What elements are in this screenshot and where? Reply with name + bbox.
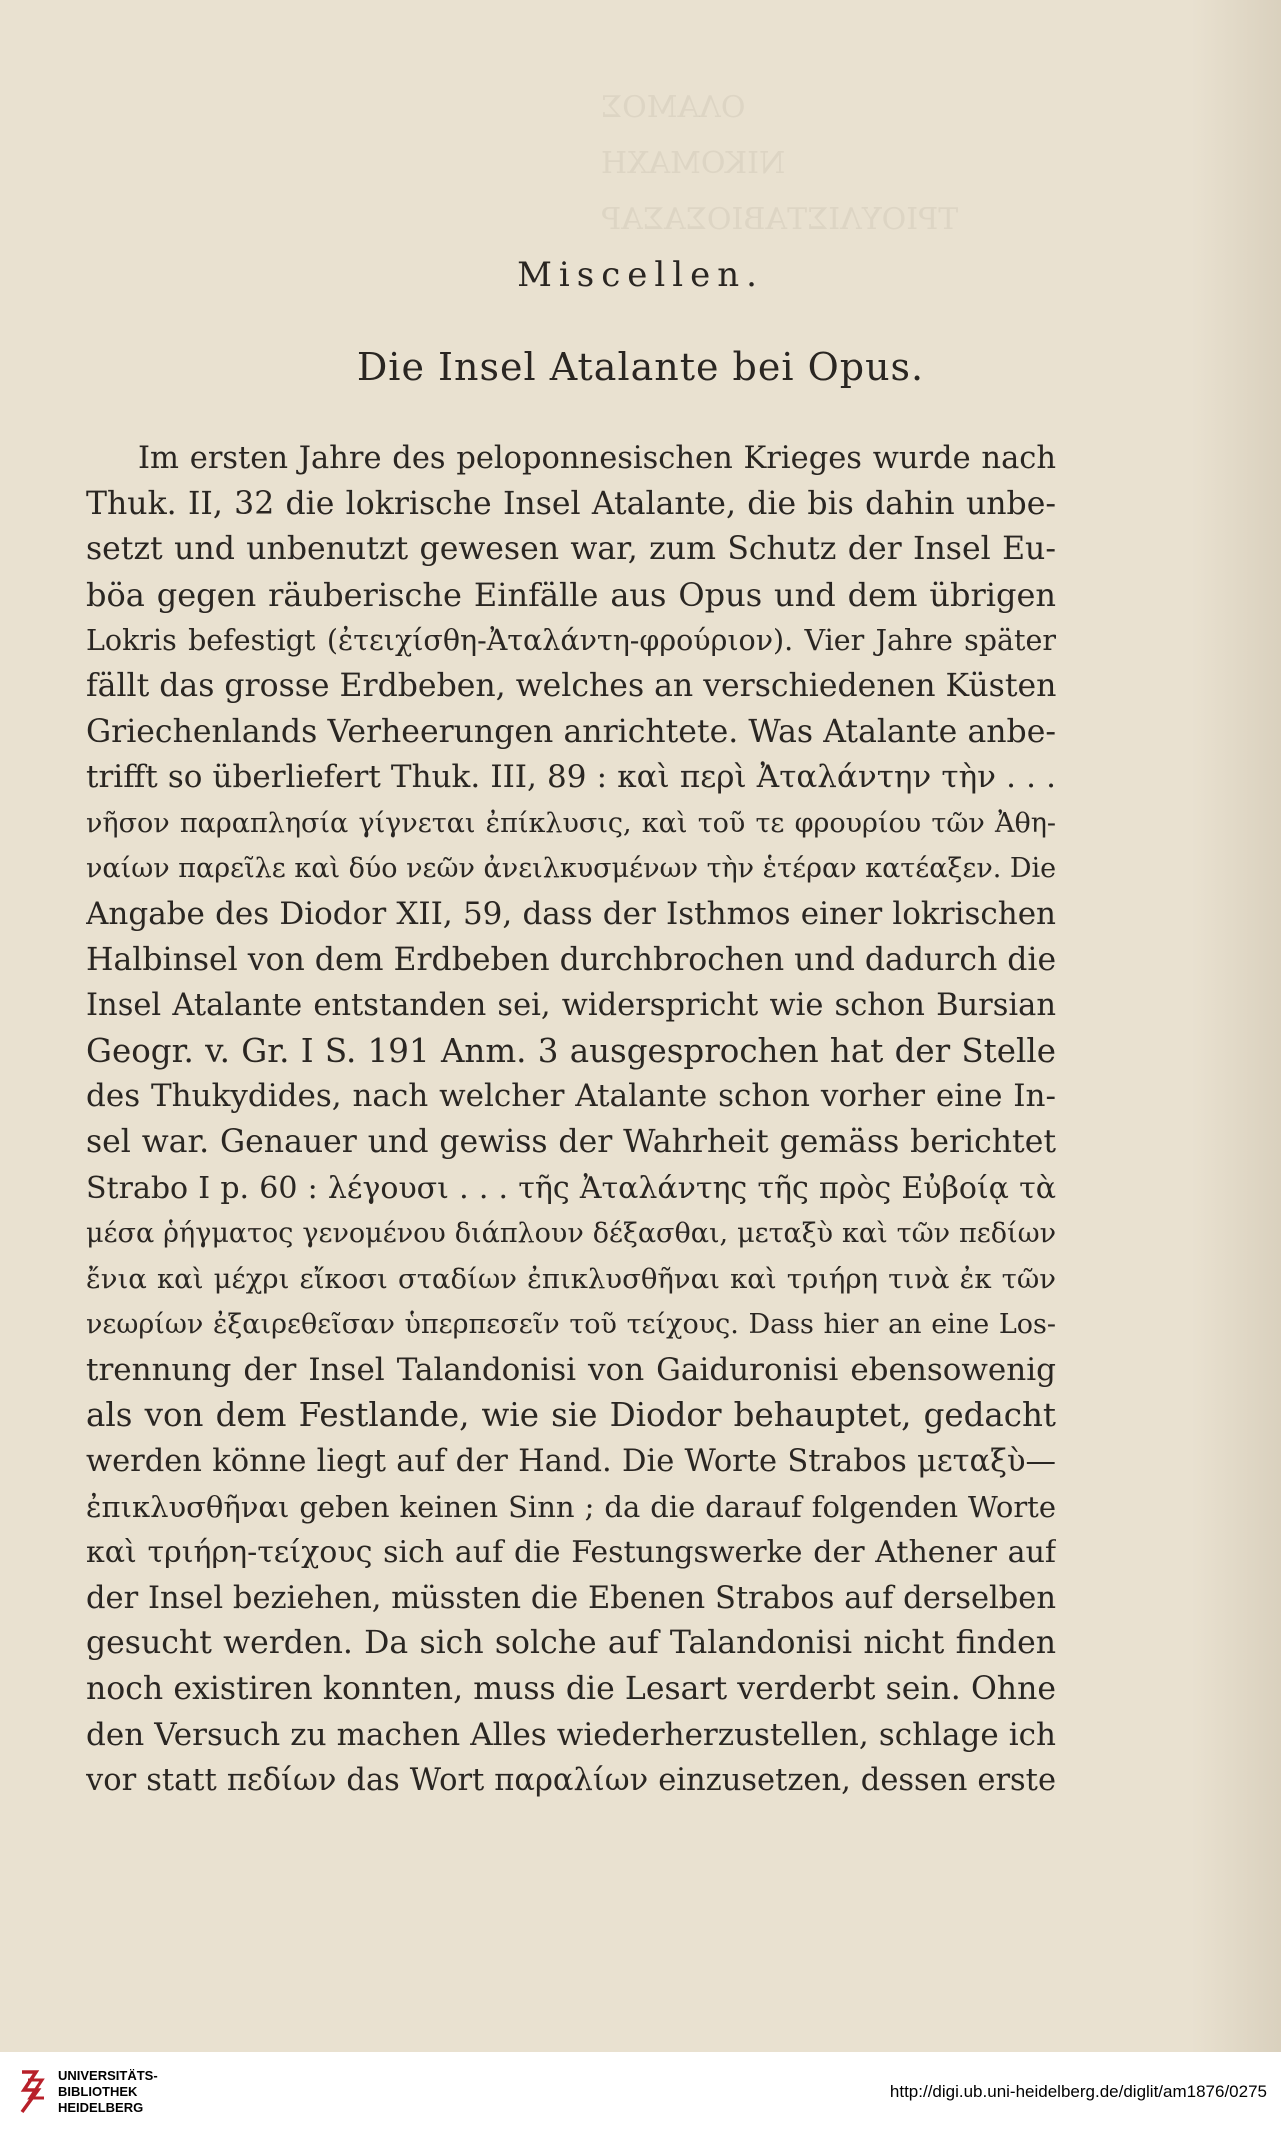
text-line: Thuk. II, 32 die lokrische Insel Atalante, die bis dahin unbe-: [86, 485, 1056, 522]
text-line: Griechenlands Verheerungen anrichtete. Was Atalante anbe-: [86, 713, 1056, 750]
text-line: ἔνια καὶ μέχρι εἴκοσι σταδίων ἐπικλυσθῆναι καὶ τριήρη τινὰ ἐκ τῶν: [86, 1262, 1056, 1295]
text-line: ἐπικλυσθῆναι geben keinen Sinn ; da die darauf folgenden Worte: [86, 1489, 1056, 1524]
text-line: der Insel beziehen, müssten die Ebenen Strabos auf derselben: [86, 1580, 1056, 1616]
text-line: fällt das grosse Erdbeben, welches an verschiedenen Küsten: [86, 667, 1056, 704]
text-line: sel war. Genauer und gewiss der Wahrheit gemäss berichtet: [86, 1123, 1056, 1160]
text-line: Angabe des Diodor XII, 59, dass der Isthmos einer lokrischen: [86, 895, 1056, 932]
permalink-url[interactable]: http://digi.ub.uni-heidelberg.de/diglit/am1876/0275: [889, 2082, 1267, 2101]
text-line: des Thukydides, nach welcher Atalante schon vorher eine In-: [86, 1078, 1056, 1115]
text-line: καὶ τριήρη-τείχους sich auf die Festungswerke der Athener auf: [86, 1535, 1056, 1571]
text-line: Strabo I p. 60 : λέγουσι . . . τῆς Ἀταλάντης τῆς πρὸς Εὐβοίᾳ τὰ: [86, 1170, 1056, 1206]
library-name-line: UNIVERSITÄTS-: [58, 2068, 158, 2083]
text-line: vor statt πεδίων das Wort παραλίων einzusetzen, dessen erste: [86, 1763, 1056, 1799]
text-line: ναίων παρεῖλε καὶ δύο νεῶν ἀνειλκυσμένων τὴν ἑτέραν κατέαξεν. Die: [86, 853, 1056, 885]
text-line: μέσα ῥήγματος γενομένου διάπλουν δέξασθαι, μεταξὺ καὶ τῶν πεδίων: [86, 1218, 1056, 1250]
section-title: Miscellen.: [517, 255, 764, 295]
show-through-text: ΟΛΑΜΟΣ NIKOMAXH ΤΡΙΟΥΛΙΣΤΑΒΙΟΣΑΣΑΡ: [601, 90, 959, 237]
article-title: Die Insel Atalante bei Opus.: [356, 345, 925, 389]
text-line: trennung der Insel Talandonisi von Gaiduronisi ebensowenig: [86, 1351, 1056, 1388]
text-line: Insel Atalante entstanden sei, widerspricht wie schon Bursian: [86, 988, 1056, 1024]
text-line: als von dem Festlande, wie sie Diodor behauptet, gedacht: [86, 1396, 1056, 1435]
text-line: werden könne liegt auf der Hand. Die Worte Strabos μεταξὺ—: [86, 1444, 1056, 1480]
text-line: den Versuch zu machen Alles wiederherzustellen, schlage ich: [86, 1716, 1056, 1753]
text-line: Lokris befestigt (ἐτειχίσθη-Ἀταλάντη-φρούριον). Vier Jahre später: [86, 624, 1056, 658]
text-line: trifft so überliefert Thuk. III, 89 : καὶ περὶ Ἀταλάντην τὴν . . .: [86, 759, 1056, 796]
text-line: Halbinsel von dem Erdbeben durchbrochen und dadurch die: [86, 941, 1056, 978]
library-name-line: HEIDELBERG: [58, 2100, 144, 2115]
body-text: [86, 436, 1056, 1804]
library-name: [58, 2068, 158, 2116]
library-name-line: BIBLIOTHEK: [58, 2084, 138, 2099]
text-line: gesucht werden. Da sich solche auf Talandonisi nicht finden: [86, 1625, 1056, 1662]
text-line: Geogr. v. Gr. I S. 191 Anm. 3 ausgesprochen hat der Stelle: [86, 1031, 1056, 1070]
text-line: noch existiren konnten, muss die Lesart verderbt sein. Ohne: [86, 1671, 1056, 1708]
library-logo-icon: [14, 2066, 48, 2116]
text-line: νεωρίων ἐξαιρεθεῖσαν ὑπερπεσεῖν τοῦ τείχους. Dass hier an eine Los-: [86, 1309, 1056, 1341]
text-line: böa gegen räuberische Einfälle aus Opus und dem übrigen: [86, 575, 1056, 614]
text-line: setzt und unbenutzt gewesen war, zum Schutz der Insel Eu-: [86, 531, 1056, 568]
footer-bar: [0, 2052, 1281, 2136]
text-line: Im ersten Jahre des peloponnesischen Krieges wurde nach: [138, 441, 1056, 476]
text-line: νῆσον παραπλησία γίγνεται ἐπίκλυσις, καὶ τοῦ τε φρουρίου τῶν Ἀθη-: [86, 807, 1056, 839]
